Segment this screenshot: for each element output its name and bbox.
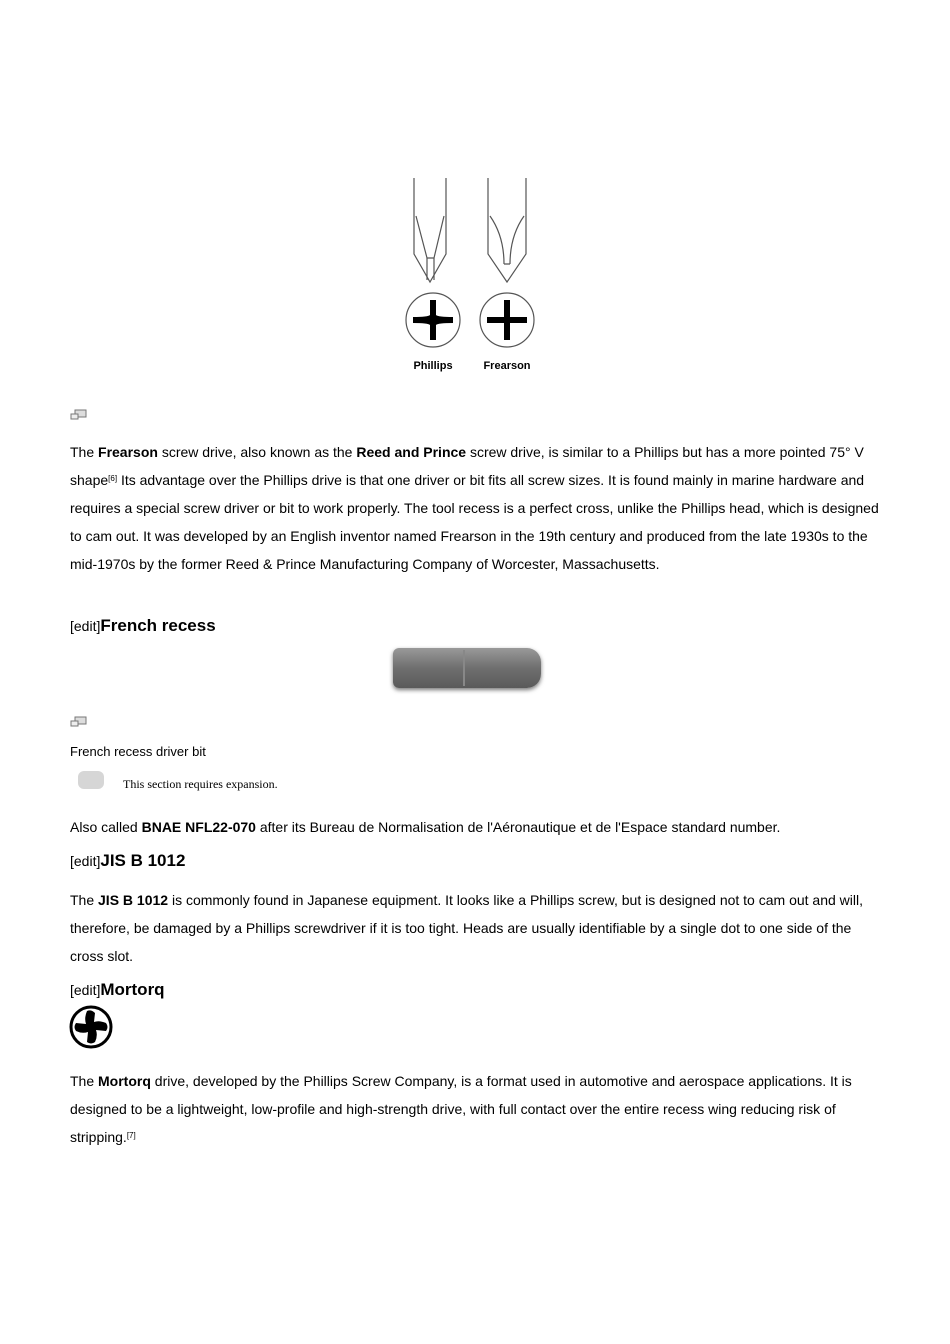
heading-text: French recess: [100, 616, 216, 635]
text-run: after its Bureau de Normalisation de l'Aéronautique et de l'Espace standard number.: [255, 819, 781, 835]
text-run: drive, developed by the Phillips Screw Company, is a format used in automotive and aerospace applications. It is designed to be a lightweight, low-profile and high-strength drive, with full contact over the entire recess wing reducing risk of stripping.: [70, 1073, 852, 1145]
bold-term: Reed and Prince: [356, 444, 467, 460]
edit-link[interactable]: [edit]: [70, 982, 101, 998]
heading-jis: [70, 851, 185, 871]
bold-term: Mortorq: [98, 1073, 151, 1089]
text-run: screw drive, is similar to a Phillips but has a more pointed 75° V shape: [70, 444, 864, 488]
bold-term: JIS B 1012: [98, 892, 169, 908]
edit-link[interactable]: [edit]: [70, 618, 101, 634]
text-run: The: [70, 444, 99, 460]
heading-text: JIS B 1012: [100, 851, 186, 870]
mortorq-paragraph: [70, 1067, 888, 1151]
jis-paragraph: [70, 886, 888, 970]
image-caption: French recess driver bit: [70, 744, 206, 759]
heading-french-recess: [70, 616, 216, 636]
phillips-frearson-figure: [400, 176, 545, 376]
french-paragraph: [70, 813, 888, 841]
text-run: Its advantage over the Phillips drive is that one driver or bit fits all screw sizes. It is found mainly in marine hardware and requires a special screw driver or bit to work properly. The tool recess is a perfect cross, unlike the Phillips head, which is designed to cam out. It was developed by an English inventor named Frearson in the 19th century and produced from the late 1930s to the mid-1970s by the former Reed & Prince Manufacturing Company of Worcester, Massachusetts.: [70, 472, 879, 572]
text-run: The: [70, 1073, 99, 1089]
text-run: screw drive, also known as the: [157, 444, 357, 460]
heading-mortorq: [70, 980, 165, 1000]
expansion-notice: This section requires expansion.: [123, 777, 278, 791]
text-run: The: [70, 892, 99, 908]
bold-term: BNAE NFL22-070: [141, 819, 256, 835]
figure-label-phillips: Phillips: [413, 360, 453, 372]
french-recess-bit-image: [393, 648, 541, 688]
figure-label-frearson: Frearson: [483, 360, 531, 372]
citation-link[interactable]: [7]: [126, 1131, 136, 1140]
mortorq-icon: [69, 1005, 115, 1051]
bold-term: Frearson: [98, 444, 158, 460]
heading-text: Mortorq: [100, 980, 165, 999]
citation-link[interactable]: [6]: [108, 474, 118, 483]
text-run: Also called: [70, 819, 142, 835]
frearson-paragraph: [70, 438, 888, 578]
enlarge-icon[interactable]: [70, 716, 87, 727]
enlarge-icon[interactable]: [70, 409, 87, 420]
edit-link[interactable]: [edit]: [70, 853, 101, 869]
puzzle-icon: [78, 771, 104, 789]
text-run: is commonly found in Japanese equipment. It looks like a Phillips screw, but is designed not to cam out and will, therefore, be damaged by a Phillips screwdriver if it is too tight. Heads are usually identifiable by a single dot to one side of the cross slot.: [70, 892, 863, 964]
